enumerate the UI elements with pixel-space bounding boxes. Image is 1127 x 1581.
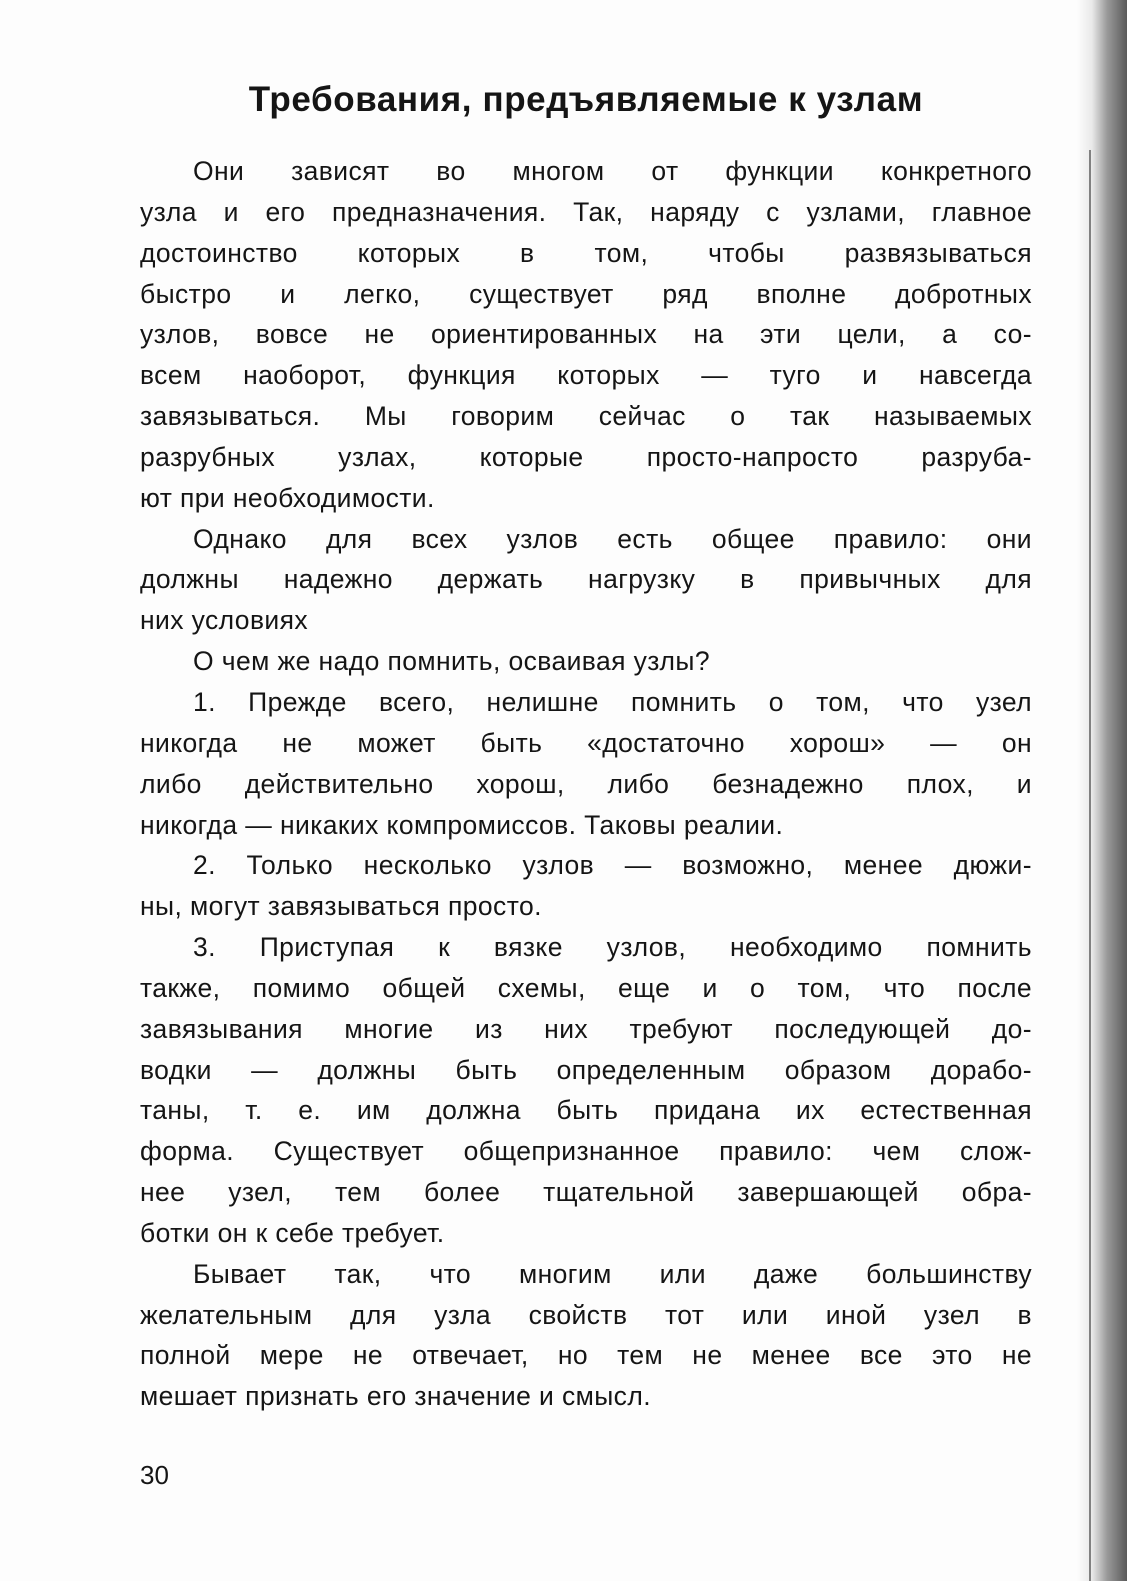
text-line: также, помимо общей схемы, еще и о том, что после [140,972,1032,1003]
paragraph [140,641,1032,682]
paragraph [140,519,1032,642]
text-line: должны надежно держать нагрузку в привычных для [140,564,1032,595]
text-line: них условиях [140,605,309,636]
book-spine-edge [1077,0,1127,1581]
text-line: быстро и легко, существует ряд вполне добротных [140,278,1032,309]
text-line: узлов, вовсе не ориентированных на эти цели, а со- [140,319,1032,350]
text-line: ботки он к себе требует. [140,1217,445,1248]
text-line: О чем же надо помнить, осваивая узлы? [193,646,710,677]
text-line: разрубных узлах, которые просто-напросто разруба- [140,441,1032,472]
text-line: водки — должны быть определенным образом дорабо- [140,1054,1032,1085]
body-text [140,151,1032,1417]
paragraph [140,845,1032,927]
text-line: 1. Прежде всего, нелишне помнить о том, что узел [193,686,1032,717]
text-line: нее узел, тем более тщательной завершающей обра- [140,1177,1032,1208]
page-number: 30 [140,1460,169,1490]
text-line: Бывает так, что многим или даже большинству [193,1258,1032,1289]
text-line: завязывания многие из них требуют последующей до- [140,1013,1032,1044]
page-title: Требования, предъявляемые к узлам [248,80,924,119]
text-line: никогда — никаких компромиссов. Таковы реалии. [140,809,784,840]
page-edge-line [1089,150,1091,1581]
text-line: таны, т. е. им должна быть придана их естественная [140,1095,1032,1126]
text-line: достоинство которых в том, чтобы развязываться [140,237,1032,268]
text-line: форма. Существует общепризнанное правило: чем слож- [140,1136,1032,1167]
text-line: ют при необходимости. [140,482,435,513]
text-line: 2. Только несколько узлов — возможно, менее дюжи- [193,850,1032,881]
text-line: завязываться. Мы говорим сейчас о так называемых [140,401,1032,432]
text-line: узла и его предназначения. Так, наряду с узлами, главное [140,196,1032,227]
paragraph [140,927,1032,1254]
paragraph [140,1254,1032,1417]
text-line: желательным для узла свойств тот или иной узел в [140,1299,1032,1330]
paragraph [140,682,1032,845]
text-line: Однако для всех узлов есть общее правило: они [193,523,1032,554]
text-line: либо действительно хорош, либо безнадежно плох, и [140,768,1032,799]
text-line: полной мере не отвечает, но тем не менее все это не [140,1340,1032,1371]
text-line: всем наоборот, функция которых — туго и навсегда [140,360,1032,391]
text-line: 3. Приступая к вязке узлов, необходимо помнить [193,932,1032,963]
paragraph [140,151,1032,519]
text-line: Они зависят во многом от функции конкретного [193,156,1032,186]
text-line: никогда не может быть «достаточно хорош» — он [140,727,1032,758]
text-line: мешает признать его значение и смысл. [140,1381,651,1412]
text-line: ны, могут завязываться просто. [140,891,542,922]
